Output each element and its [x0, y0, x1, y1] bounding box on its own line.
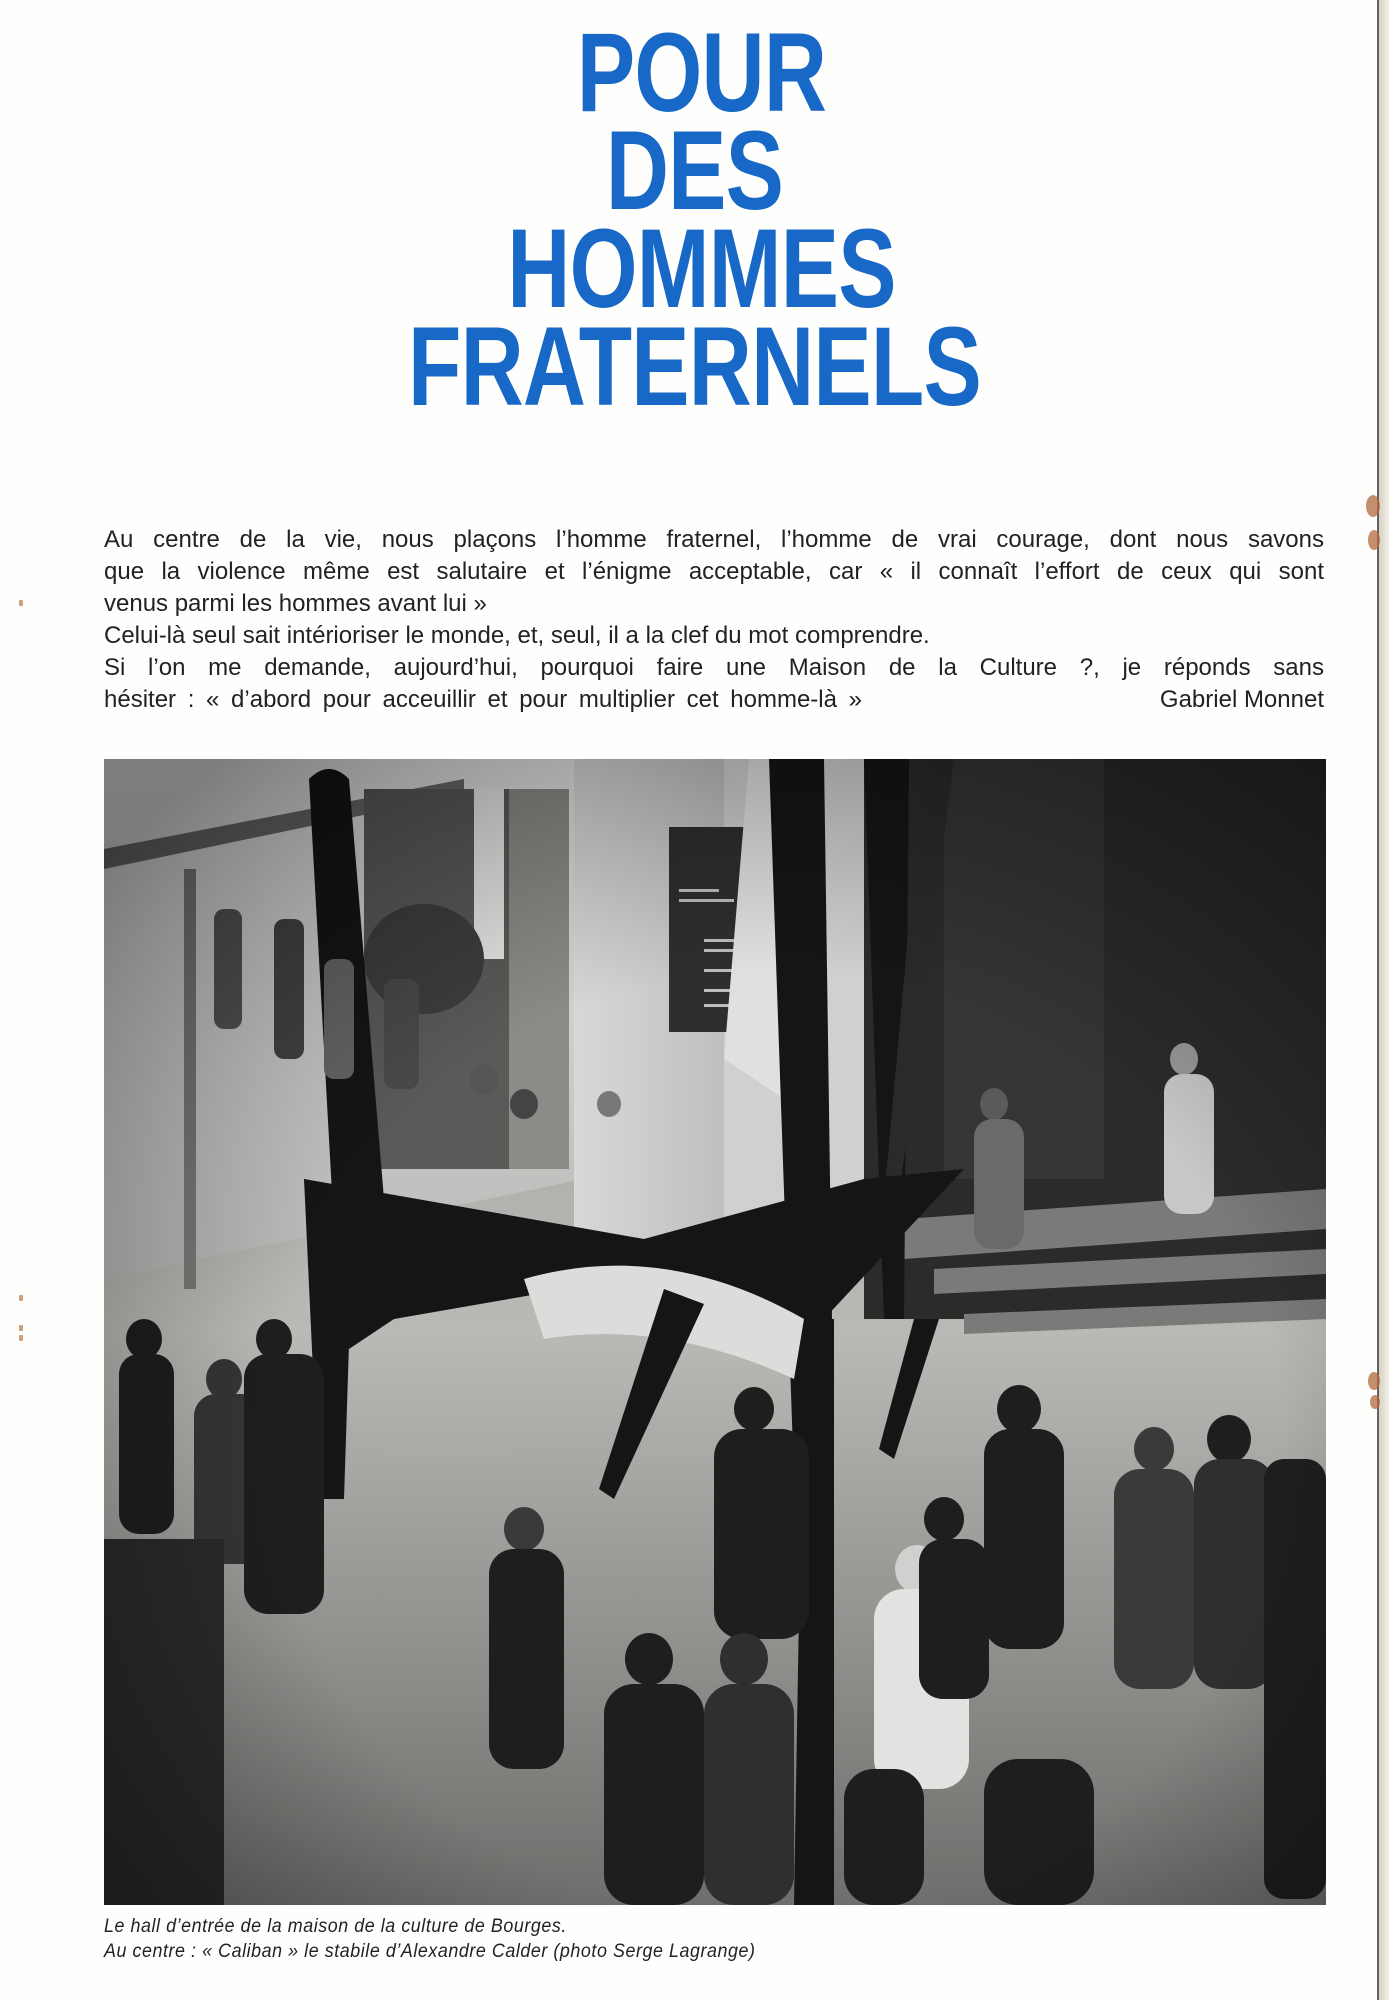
- title-line: FRATERNELS: [408, 304, 981, 429]
- intro-line: Si l’on me demande, aujourd’hui, pourquoi faire une Maison de la Culture ?, je réponds sans: [104, 654, 1324, 681]
- author-signature: Gabriel Monnet: [1159, 686, 1324, 713]
- intro-line: hésiter : « d’abord pour acceuillir et pour multiplier cet homme-là »: [104, 686, 862, 713]
- page-speck: [19, 1295, 23, 1301]
- title-line: HOMMES: [507, 206, 896, 331]
- caption-line: Le hall d’entrée de la maison de la culture de Bourges.: [104, 1916, 567, 1937]
- intro-line: venus parmi les hommes avant lui »: [104, 590, 487, 617]
- intro-line: Au centre de la vie, nous plaçons l’homme fraternel, l’homme de vrai courage, dont nous savons: [104, 526, 1324, 553]
- rust-stain: [1366, 495, 1380, 517]
- page-speck: [19, 1335, 23, 1341]
- rust-stain: [1370, 1395, 1380, 1409]
- photo-caption: [104, 1914, 950, 1964]
- rust-stain: [1368, 530, 1380, 550]
- intro-paragraph: [104, 524, 1324, 716]
- title-line: POUR: [576, 10, 827, 135]
- intro-line: Celui-là seul sait intérioriser le monde, et, seul, il a la clef du mot comprendre.: [104, 622, 930, 649]
- caption-line: Au centre : « Caliban » le stabile d’Alexandre Calder (photo Serge Lagrange): [104, 1941, 756, 1962]
- page-speck: [19, 600, 23, 606]
- hall-photograph: [104, 759, 1326, 1905]
- rust-stain: [1368, 1372, 1380, 1390]
- intro-line: que la violence même est salutaire et l’énigme acceptable, car « il connaît l’effort de ceux qui sont: [104, 558, 1324, 585]
- page-title: [0, 10, 1389, 429]
- photo-illustration: [104, 759, 1326, 1905]
- title-line: DES: [605, 108, 784, 233]
- page-speck: [19, 1325, 23, 1331]
- signature-row: [104, 684, 1324, 716]
